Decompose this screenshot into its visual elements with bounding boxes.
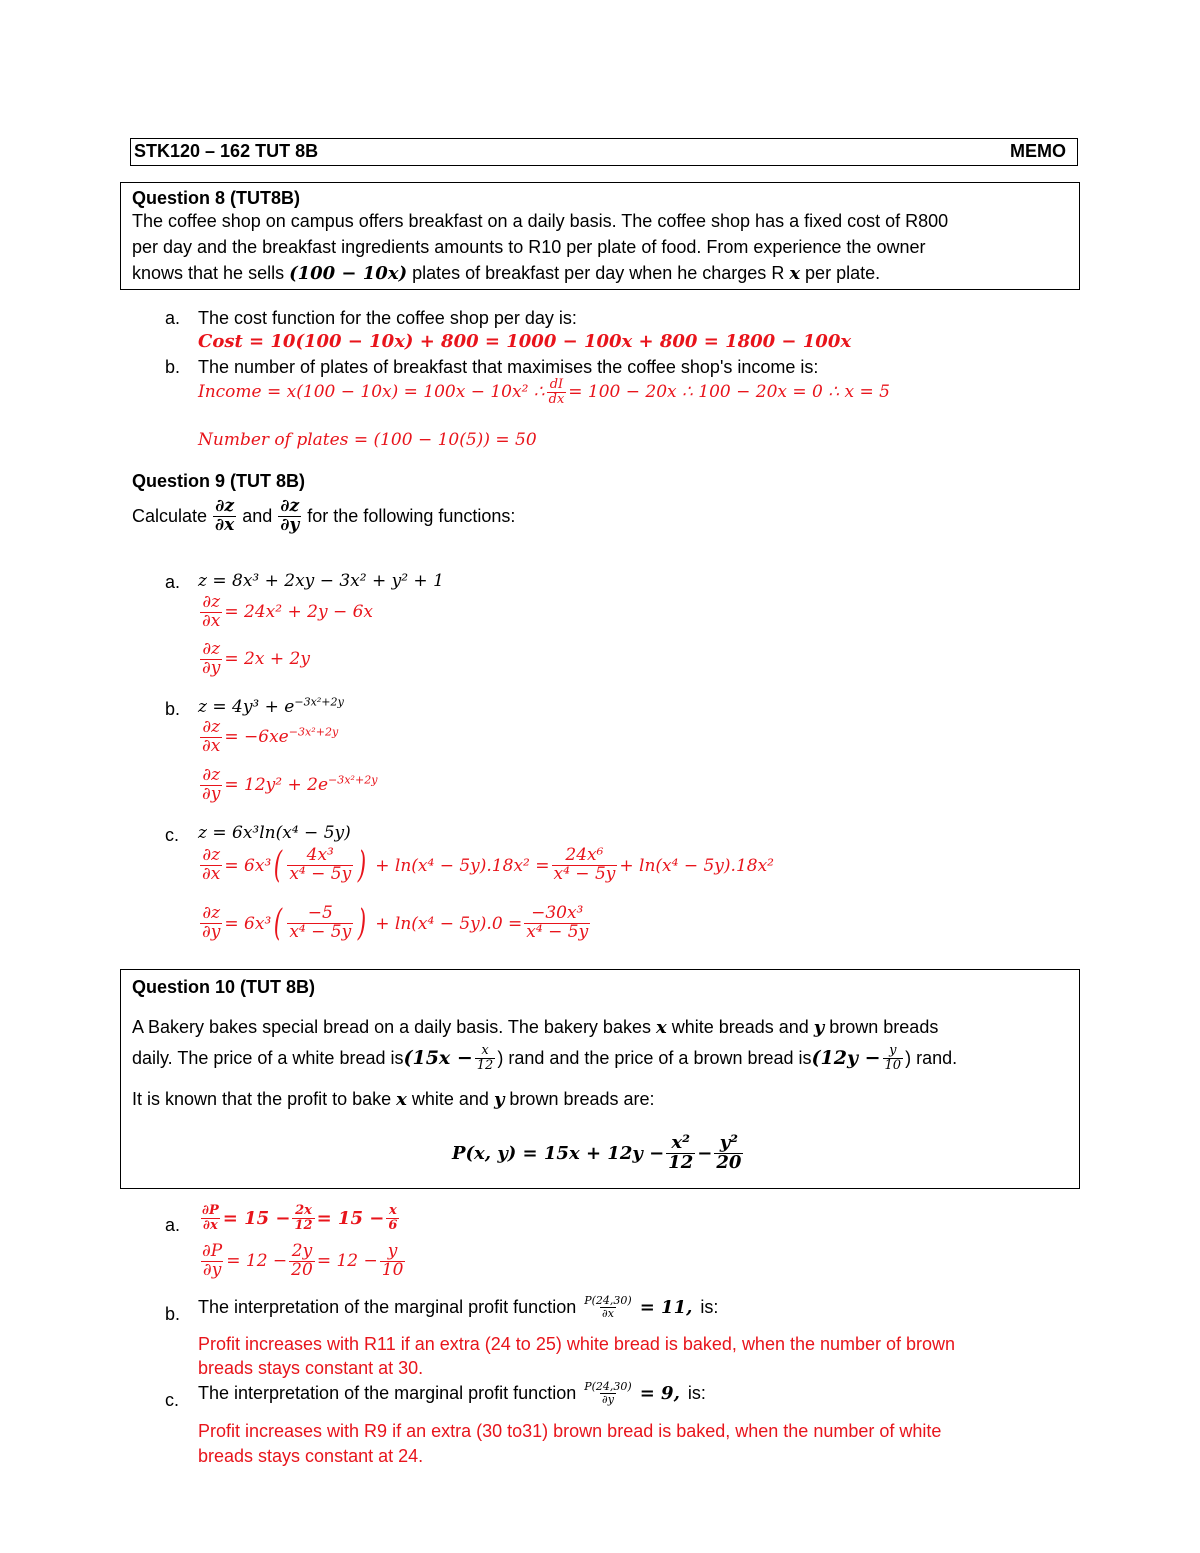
q9-a-dz2: ∂z — [202, 639, 221, 659]
q8-b-dx: dx — [548, 391, 565, 407]
q10-l2-frac2 — [883, 1044, 904, 1072]
q9-c-paren-open-2: ( — [274, 903, 283, 944]
q10-a-dP: ∂P — [202, 1203, 219, 1218]
q10-l2-10: 10 — [884, 1057, 902, 1073]
q10-b-answer-2: breads stays constant at 30. — [198, 1358, 424, 1378]
q10-b-num: P(24,30) — [584, 1294, 632, 1307]
q9-b-dzdx-exp: −3x²+2y — [288, 725, 339, 739]
q10-l1-c: brown breads — [824, 1017, 939, 1037]
q9-b-dzdy — [198, 767, 378, 804]
q10-b-label: b. — [165, 1304, 181, 1324]
q9-b-dz: ∂z — [202, 717, 221, 737]
q10-a-dPdx-frac — [200, 1204, 221, 1232]
q8-b-text: The number of plates of breakfast that maximises the coffee shop's income is: — [198, 357, 819, 377]
q8-line-3 — [132, 263, 880, 284]
q10-profit-function — [452, 1134, 745, 1173]
q9-a-dzdy-frac — [200, 641, 222, 678]
q10-l2-p2: (12y − — [811, 1047, 881, 1070]
q8-a-answer: Cost = 10(100 − 10x) + 800 = 1000 − 100x + 800 = 1800 − 100x — [198, 331, 852, 352]
q10-a-2y: 2y — [291, 1241, 313, 1261]
q9-c-dzdy-frac — [200, 905, 222, 942]
q9-b-func-base: z = 4y³ + e — [198, 697, 295, 717]
q9-a-dzdx-expr: = 24x² + 2y − 6x — [224, 602, 373, 623]
q9-c-dz2: ∂z — [202, 903, 221, 924]
q9-c-dx-den: x⁴ − 5y — [289, 864, 352, 884]
q10-P-lhs: P(x, y) = 15x + 12y − — [452, 1142, 665, 1164]
q9-b-dzdx — [198, 719, 338, 756]
q10-P-y2: y² — [719, 1132, 739, 1153]
q10-c-frac — [582, 1381, 633, 1405]
q10-c-den: ∂y — [602, 1392, 614, 1406]
q10-l2-y: y — [889, 1043, 897, 1058]
q9-c-dy-num: −5 — [307, 903, 333, 924]
q10-a-dPdy-frac — [200, 1243, 224, 1280]
q8-b-answer-1: Income = x(100 − 10x) = 100x − 10x² ∴ — [198, 382, 545, 403]
q9-a-dy: ∂y — [202, 657, 221, 678]
q10-l2-x: x — [481, 1043, 489, 1058]
q8-line-1: The coffee shop on campus offers breakfast on a daily basis. The coffee shop has a fixed cost of R800 — [132, 211, 949, 231]
q10-a-eq4: = 12 − — [316, 1251, 378, 1272]
q8-line-3-expr: (100 − 10x) — [289, 263, 408, 284]
q10-P-20: 20 — [716, 1151, 742, 1173]
q10-c-text: The interpretation of the marginal profit function — [198, 1382, 577, 1403]
q9-calc-post: for the following functions: — [307, 505, 516, 526]
q10-c-label: c. — [165, 1390, 180, 1410]
q9-c-dx-mid: + ln(x⁴ − 5y).18x² = — [375, 855, 550, 876]
q10-l2-b: ) rand and the price of a brown bread is — [497, 1047, 812, 1068]
q9-b-dzdx-frac — [200, 719, 222, 756]
q8-a-label: a. — [165, 308, 181, 328]
q10-b-text-line — [198, 1295, 718, 1319]
q8-title: Question 8 (TUT8B) — [132, 188, 301, 208]
q9-c-dx-frac2 — [552, 847, 618, 884]
q10-b-den: ∂x — [602, 1306, 614, 1320]
q9-c-label: c. — [165, 825, 180, 845]
q10-l2-frac1 — [475, 1044, 496, 1072]
q9-c-dx-post: + ln(x⁴ − 5y).18x² — [619, 855, 774, 876]
q10-l3-c: brown breads are: — [504, 1089, 655, 1109]
q10-a-dPdx — [198, 1204, 401, 1232]
header-course: STK120 – 162 TUT 8B — [134, 141, 319, 161]
q10-c-val: = 9, — [639, 1382, 680, 1404]
q10-a-y: y — [387, 1241, 398, 1261]
q10-l1-y: y — [813, 1017, 825, 1038]
q8-b-dI: dI — [549, 377, 564, 392]
q10-b-answer-1: Profit increases with R11 if an extra (24 to 25) white bread is baked, when the number of brown — [198, 1334, 956, 1354]
q10-c-num: P(24,30) — [584, 1380, 632, 1393]
q10-P-frac2 — [714, 1134, 743, 1173]
q9-dz-1: ∂z — [215, 496, 235, 516]
q9-dzdy-frac — [278, 498, 301, 535]
q9-b-dzdy-expr — [224, 775, 377, 795]
q10-l1-a: A Bakery bakes special bread on a daily basis. The bakery bakes — [132, 1017, 656, 1037]
q10-P-frac1 — [666, 1134, 695, 1173]
q9-c-dy-den: x⁴ − 5y — [289, 922, 352, 942]
q10-a-frac2y — [289, 1243, 315, 1280]
q10-b-val: = 11, — [639, 1296, 693, 1318]
q9-c-dx-num2: 24x⁶ — [565, 845, 604, 866]
q9-b-dzdy-frac — [200, 767, 222, 804]
q9-c-dx-den2: x⁴ − 5y — [553, 864, 616, 884]
q10-b-is: is: — [700, 1296, 719, 1317]
q9-a-dx: ∂x — [202, 610, 221, 631]
q10-a-12: 12 — [294, 1217, 313, 1233]
q10-a-fracy10 — [380, 1243, 406, 1280]
q10-a-6: 6 — [388, 1217, 398, 1233]
q9-a-dzdx-frac — [200, 594, 222, 631]
q9-c-dy: ∂y — [202, 922, 221, 942]
q10-l3-y: y — [493, 1089, 505, 1110]
q8-b-answer-2: = 100 − 20x ∴ 100 − 20x = 0 ∴ x = 5 — [568, 382, 890, 403]
q10-l1-b: white breads and — [666, 1017, 814, 1037]
q10-line-3 — [132, 1089, 655, 1110]
q9-c-func: z = 6x³ln(x⁴ − 5y) — [198, 823, 351, 843]
q9-c-paren-close-2: ) — [358, 903, 367, 944]
q9-b-dx: ∂x — [202, 735, 221, 756]
q9-c-paren-open: ( — [274, 845, 283, 886]
q9-b-func — [198, 697, 344, 717]
q10-l2-a: daily. The price of a white bread is — [132, 1047, 404, 1068]
q10-b-frac — [582, 1295, 633, 1319]
q9-a-dzdx — [198, 594, 373, 631]
q9-c-dx-pre: = 6x³ — [224, 855, 272, 876]
q9-b-func-exp: −3x²+2y — [294, 695, 344, 709]
q10-l2-12: 12 — [476, 1057, 494, 1073]
q9-b-dzdy-base: = 12y² + 2e — [224, 775, 329, 796]
q10-a-dPdy — [198, 1243, 407, 1280]
q10-c-answer-2: breads stays constant at 24. — [198, 1446, 424, 1466]
q9-title: Question 9 (TUT 8B) — [132, 471, 306, 491]
q9-calc — [132, 498, 515, 535]
q9-b-label: b. — [165, 699, 181, 719]
q10-a-x: x — [388, 1203, 397, 1218]
q9-c-dy-pre: = 6x³ — [224, 913, 272, 934]
q10-a-eq1: = 15 − — [222, 1207, 291, 1229]
q8-line-2: per day and the breakfast ingredients amounts to R10 per plate of food. From experience the owner — [132, 237, 926, 257]
q9-c-dzdx — [198, 845, 774, 886]
q9-a-func: z = 8x³ + 2xy − 3x² + y² + 1 — [198, 571, 444, 591]
q9-c-dx-num: 4x³ — [306, 845, 334, 866]
q10-b-text: The interpretation of the marginal profit function — [198, 1296, 577, 1317]
q10-a-dP2: ∂P — [202, 1241, 223, 1261]
q8-line-3-mid: plates of breakfast per day when he charges R — [407, 263, 790, 283]
q8-b-answer — [198, 378, 890, 406]
q9-c-dzdy — [198, 903, 592, 944]
q8-line-3-pre: knows that he sells — [132, 263, 290, 283]
q10-l3-x: x — [396, 1089, 407, 1110]
q10-a-label: a. — [165, 1215, 181, 1235]
q10-a-eq3: = 12 − — [226, 1251, 288, 1272]
header-memo: MEMO — [1010, 141, 1066, 161]
q10-P-x2: x² — [671, 1132, 691, 1153]
q10-l2-p1: (15x − — [403, 1047, 473, 1070]
q9-b-dz2: ∂z — [202, 765, 221, 785]
q9-dzdx-frac — [213, 498, 236, 535]
q10-title: Question 10 (TUT 8B) — [132, 977, 316, 997]
q10-a-20: 20 — [291, 1259, 313, 1280]
q10-c-text-line — [198, 1381, 706, 1405]
q8-b-fraction — [547, 378, 567, 406]
q10-c-answer-1: Profit increases with R9 if an extra (30 to31) brown bread is baked, when the number of white — [198, 1421, 942, 1441]
q10-l3-a: It is known that the profit to bake — [132, 1089, 397, 1109]
q10-a-fracx6 — [386, 1204, 399, 1232]
q10-a-2x: 2x — [295, 1203, 312, 1218]
q9-c-dy-den2: x⁴ − 5y — [526, 922, 589, 942]
q10-a-dx: ∂x — [203, 1217, 218, 1233]
q10-a-10: 10 — [381, 1259, 404, 1280]
q10-c-is: is: — [687, 1382, 706, 1403]
q10-l1-x: x — [655, 1017, 667, 1038]
q10-P-minus: − — [697, 1142, 713, 1164]
q9-dy: ∂y — [280, 514, 300, 535]
q9-dx: ∂x — [215, 514, 235, 535]
q10-line-2 — [132, 1044, 957, 1072]
q9-a-dz: ∂z — [202, 592, 221, 612]
q9-b-dzdx-base: = −6xe — [224, 727, 289, 748]
q9-a-dzdy — [198, 641, 310, 678]
q10-l3-b: white and — [406, 1089, 494, 1109]
q8-line-3-var: x — [789, 263, 801, 284]
q9-c-dx: ∂x — [202, 864, 221, 884]
q10-a-frac2x — [292, 1204, 314, 1232]
q9-a-label: a. — [165, 572, 181, 592]
q10-l2-c: ) rand. — [905, 1047, 958, 1068]
q9-c-dy-mid: + ln(x⁴ − 5y).0 = — [375, 913, 523, 934]
q8-b-label: b. — [165, 357, 181, 377]
q10-line-1 — [132, 1017, 938, 1038]
q9-dz-2: ∂z — [280, 496, 300, 516]
q9-c-dx-frac1 — [287, 847, 353, 884]
q9-c-dz: ∂z — [202, 845, 221, 866]
q10-a-dy: ∂y — [202, 1259, 222, 1280]
q10-a-eq2: = 15 − — [316, 1207, 385, 1229]
q10-P-12: 12 — [668, 1151, 694, 1173]
q8-b-answer-3: Number of plates = (100 − 10(5)) = 50 — [198, 430, 537, 450]
q9-c-dy-num2: −30x³ — [531, 903, 584, 924]
q9-c-dzdx-frac — [200, 847, 222, 884]
q9-c-paren-close: ) — [357, 845, 367, 886]
q8-line-3-post: per plate. — [800, 263, 881, 283]
q9-a-dzdy-expr: = 2x + 2y — [224, 649, 310, 670]
q9-b-dzdy-exp: −3x²+2y — [328, 773, 378, 787]
q9-calc-pre: Calculate — [132, 505, 208, 526]
q9-and: and — [242, 505, 273, 526]
q9-c-dy-frac2 — [524, 905, 590, 942]
q9-b-dzdx-expr — [224, 727, 338, 747]
q9-c-dy-frac1 — [287, 905, 353, 942]
q9-b-dy: ∂y — [202, 783, 221, 804]
q8-a-text: The cost function for the coffee shop per day is: — [198, 308, 577, 328]
